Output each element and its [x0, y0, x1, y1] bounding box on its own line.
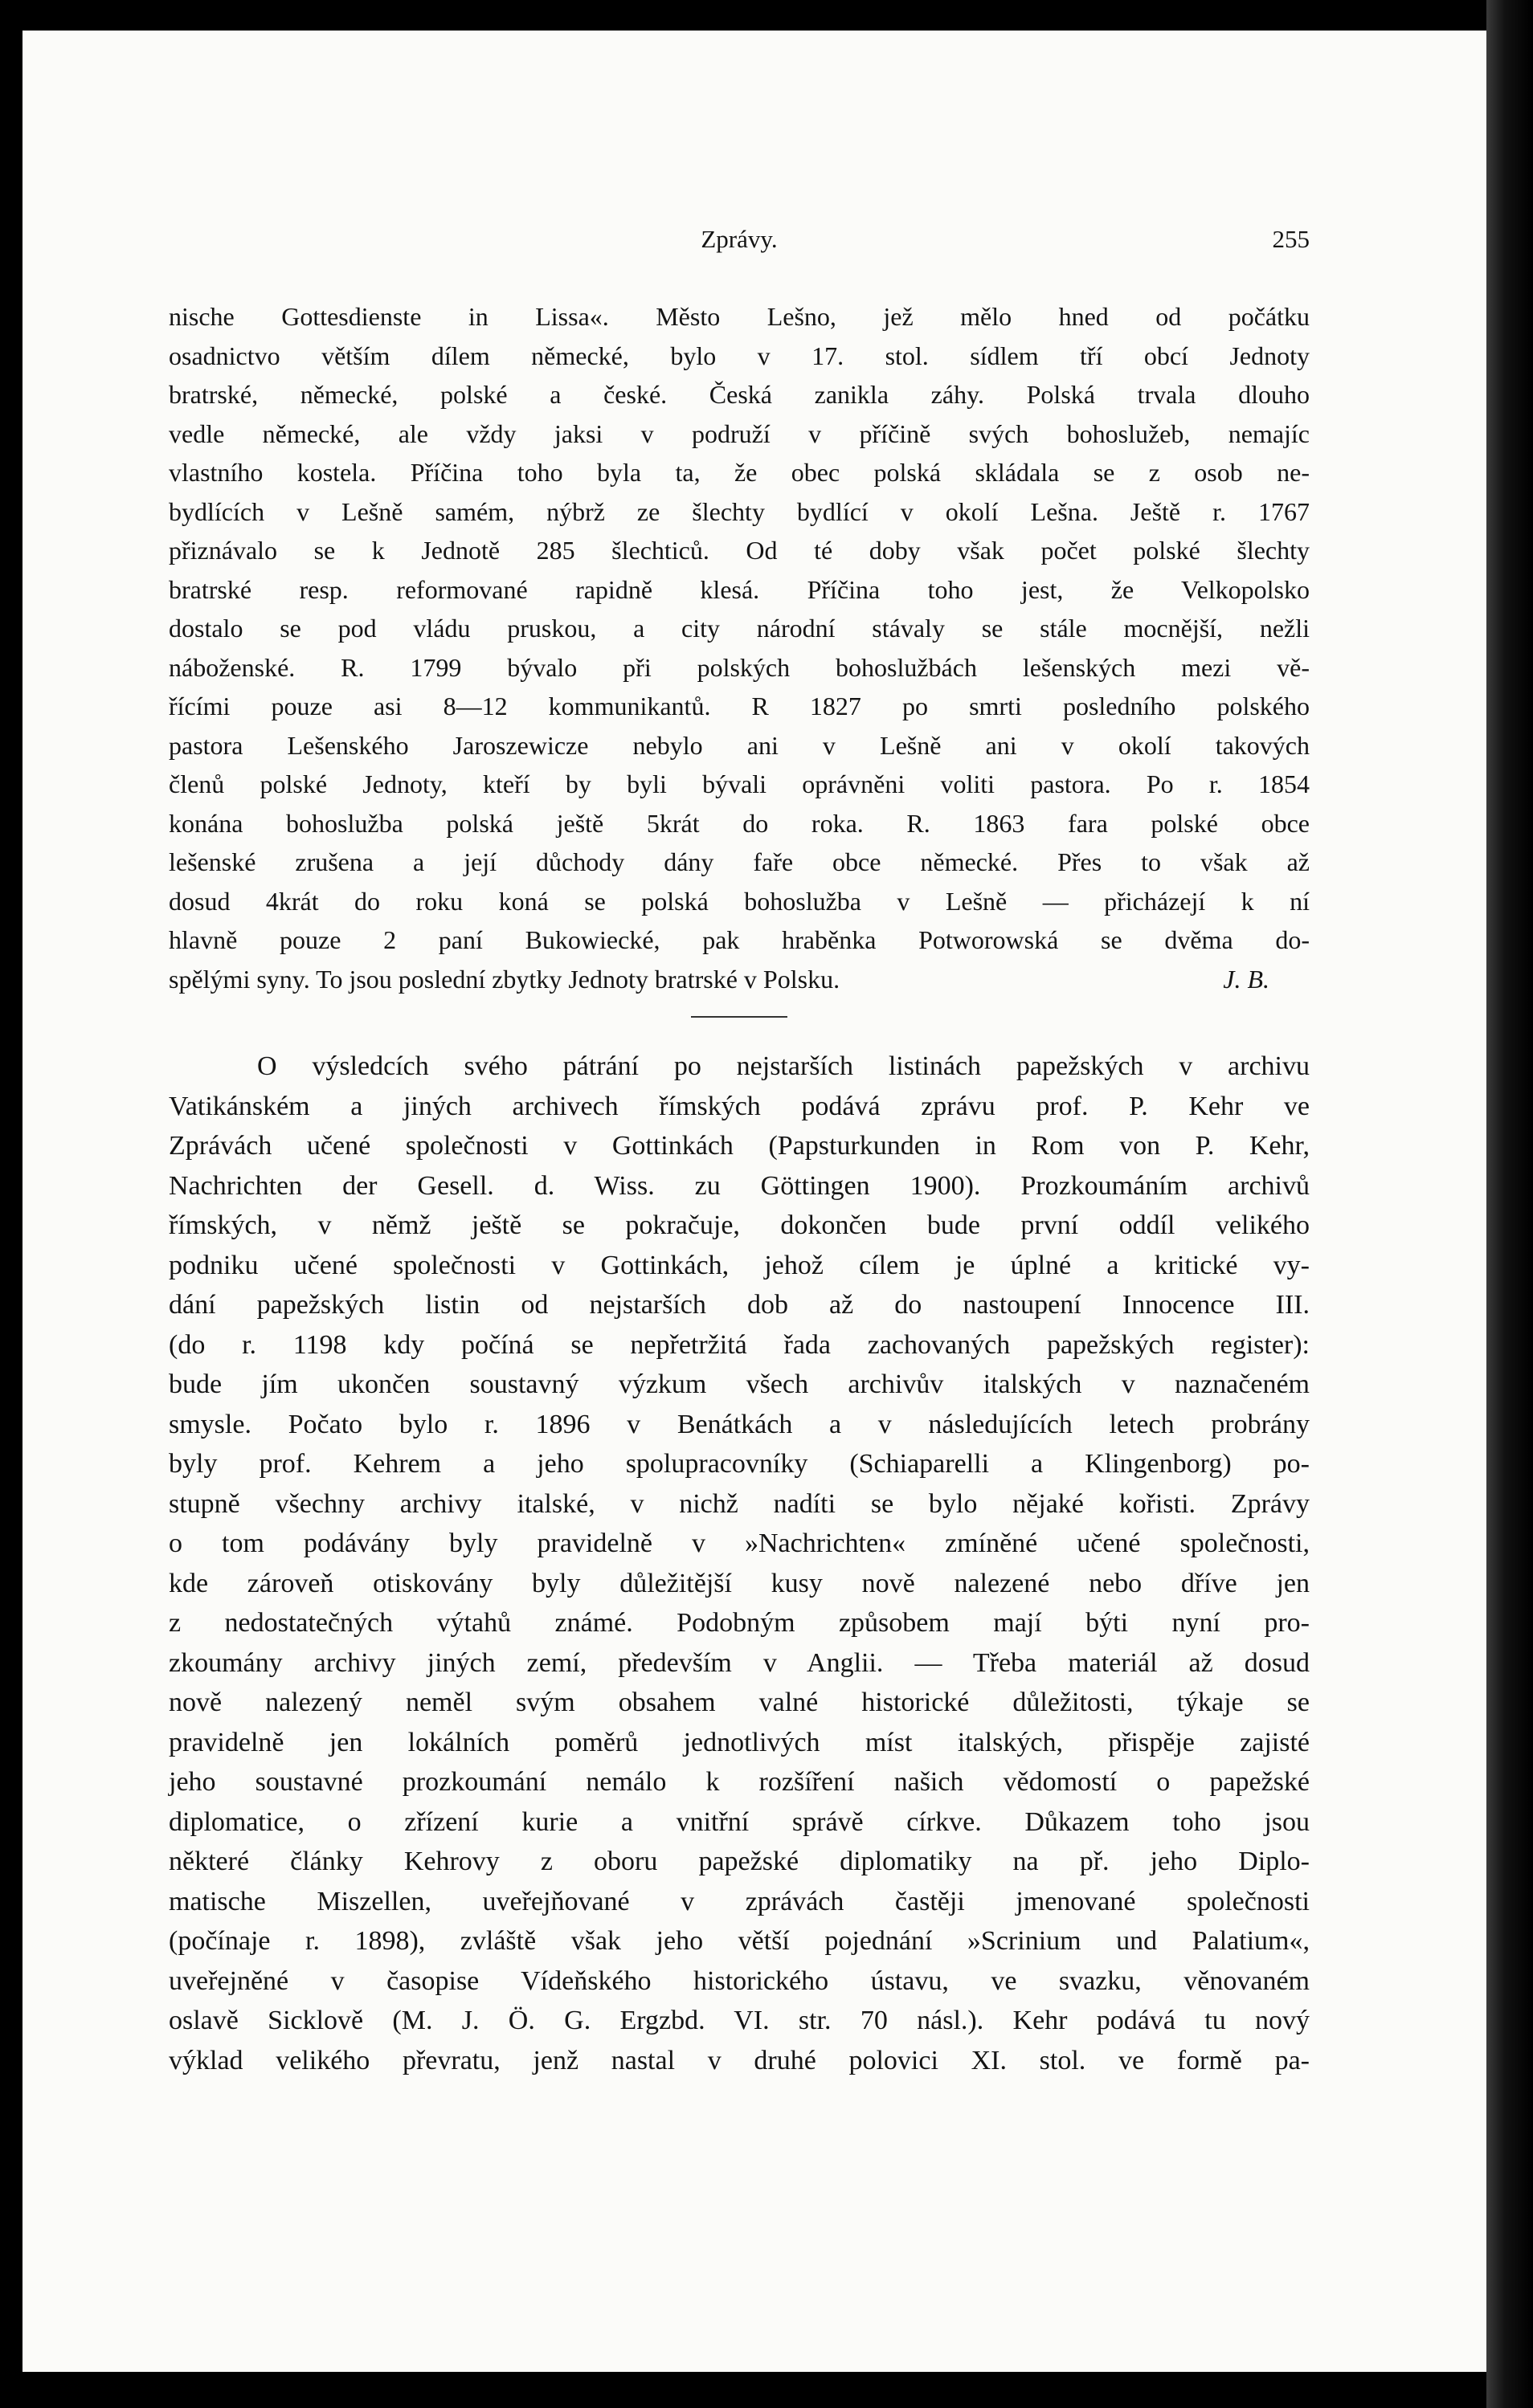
document-page: [169, 225, 1310, 2080]
text-line: osadnictvo větším dílem německé, bylo v 17. stol. sídlem tří obcí Jednoty: [169, 341, 1310, 370]
text-line: dání papežských listin od nejstarších dob až do nastoupení Innocence III.: [169, 1290, 1310, 1320]
text-line: jeho soustavné prozkoumání nemálo k rozšíření našich vědomostí o papežské: [169, 1767, 1310, 1797]
text-line: dosud 4krát do roku koná se polská bohoslužba v Lešně — přicházejí k ní: [169, 886, 1310, 916]
section-divider: [691, 1016, 787, 1018]
text-line: řícími pouze asi 8—12 kommunikantů. R 1827 po smrti posledního polského: [169, 692, 1310, 720]
text-line-last: [169, 960, 1310, 999]
text-line: římských, v němž ještě se pokračuje, dokončen bude první oddíl velikého: [169, 1210, 1310, 1240]
text-line: (do r. 1198 kdy počíná se nepřetržitá řada zachovaných papežských register):: [169, 1329, 1310, 1360]
text-line: o tom podávány byly pravidelně v »Nachrichten« zmíněné učené společnosti,: [169, 1528, 1310, 1558]
page-number: 255: [1272, 225, 1310, 253]
last-line-text: spělými syny. To jsou poslední zbytky Jednoty bratrské v Polsku.: [169, 964, 840, 994]
text-line: bydlících v Lešně samém, nýbrž ze šlechty bydlící v okolí Lešna. Ještě r. 1767: [169, 496, 1310, 526]
running-title: Zprávy.: [701, 225, 778, 253]
running-header: [169, 225, 1310, 265]
text-line: Zprávách učené společnosti v Gottinkách (Papsturkunden in Rom von P. Kehr,: [169, 1131, 1310, 1161]
text-line: smysle. Počato bylo r. 1896 v Benátkách a v následujících letech probrány: [169, 1409, 1310, 1439]
text-line: některé články Kehrovy z oboru papežské diplomatiky na př. jeho Diplo-: [169, 1847, 1310, 1876]
text-line: nische Gottesdienste in Lissa«. Město Lešno, jež mělo hned od počátku: [169, 302, 1310, 331]
text-line: z nedostatečných výtahů známé. Podobným způsobem mají býti nyní pro-: [169, 1608, 1310, 1638]
text-line: pastora Lešenského Jaroszewicze nebylo ani v Lešně ani v okolí takových: [169, 730, 1310, 760]
text-line: oslavě Sicklově (M. J. Ö. G. Ergzbd. VI. str. 70 násl.). Kehr podává tu nový: [169, 2006, 1310, 2035]
paragraph-kehr: [169, 1047, 1310, 2080]
text-line: výklad velikého převratu, jenž nastal v druhé polovici XI. stol. ve formě pa-: [169, 2045, 1310, 2075]
text-line: bude jím ukončen soustavný výzkum všech archivův italských v naznačeném: [169, 1369, 1310, 1399]
text-line: stupně všechny archivy italské, v nichž nadíti se bylo nějaké kořisti. Zprávy: [169, 1488, 1310, 1519]
paragraph-lissa: [169, 297, 1310, 998]
text-line: zkoumány archivy jiných zemí, především v Anglii. — Třeba materiál až dosud: [169, 1647, 1310, 1678]
text-line: přiznávalo se k Jednotě 285 šlechticů. Od té doby však počet polské šlechty: [169, 536, 1310, 565]
text-line: bratrské, německé, polské a české. Česká zanikla záhy. Polská trvala dlouho: [169, 380, 1310, 409]
text-line: dostalo se pod vládu pruskou, a city národní stávaly se stále mocnější, nežli: [169, 614, 1310, 643]
text-line: hlavně pouze 2 paní Bukowiecké, pak hraběnka Potworowská se dvěma do-: [169, 925, 1310, 954]
text-line: O výsledcích svého pátrání po nejstarších listinách papežských v archivu: [257, 1051, 1310, 1081]
page-edge-shadow: [1486, 0, 1533, 2408]
text-line: lešenské zrušena a její důchody dány faře obce německé. Přes to však až: [169, 847, 1310, 876]
text-line: kde zároveň otiskovány byly důležitější kusy nově nalezené nebo dříve jen: [169, 1568, 1310, 1598]
text-line: uveřejněné v časopise Vídeňského historického ústavu, ve svazku, věnovaném: [169, 1965, 1310, 1996]
text-line: byly prof. Kehrem a jeho spolupracovníky (Schiaparelli a Klingenborg) po-: [169, 1449, 1310, 1479]
text-line: podniku učené společnosti v Gottinkách, jehož cílem je úplné a kritické vy-: [169, 1250, 1310, 1280]
text-line: vedle německé, ale vždy jaksi v podruží v příčině svých bohoslužeb, nemajíc: [169, 418, 1310, 448]
text-line: Nachrichten der Gesell. d. Wiss. zu Göttingen 1900). Prozkoumáním archivů: [169, 1170, 1310, 1201]
text-line: diplomatice, o zřízení kurie a vnitřní správě církve. Důkazem toho jsou: [169, 1806, 1310, 1837]
text-line: matische Miszellen, uveřejňované v zprávách častěji jmenované společnosti: [169, 1886, 1310, 1916]
text-line: členů polské Jednoty, kteří by byli bývali oprávněni voliti pastora. Po r. 1854: [169, 769, 1310, 798]
text-line: bratrské resp. reformované rapidně klesá. Příčina toho jest, že Velkopolsko: [169, 574, 1310, 604]
text-line: náboženské. R. 1799 bývalo při polských bohoslužbách lešenských mezi vě-: [169, 652, 1310, 682]
text-line: pravidelně jen lokálních poměrů jednotlivých míst italských, přispěje zajisté: [169, 1727, 1310, 1757]
text-line: Vatikánském a jiných archivech římských podává zprávu prof. P. Kehr ve: [169, 1091, 1310, 1121]
author-signature: J. B.: [1223, 964, 1269, 994]
text-line: (počínaje r. 1898), zvláště však jeho větší pojednání »Scrinium und Palatium«,: [169, 1926, 1310, 1956]
text-line: konána bohoslužba polská ještě 5krát do roka. R. 1863 fara polské obce: [169, 808, 1310, 838]
text-line: nově nalezený neměl svým obsahem valné historické důležitosti, týkaje se: [169, 1688, 1310, 1717]
text-line: vlastního kostela. Příčina toho byla ta, že obec polská skládala se z osob ne-: [169, 458, 1310, 487]
